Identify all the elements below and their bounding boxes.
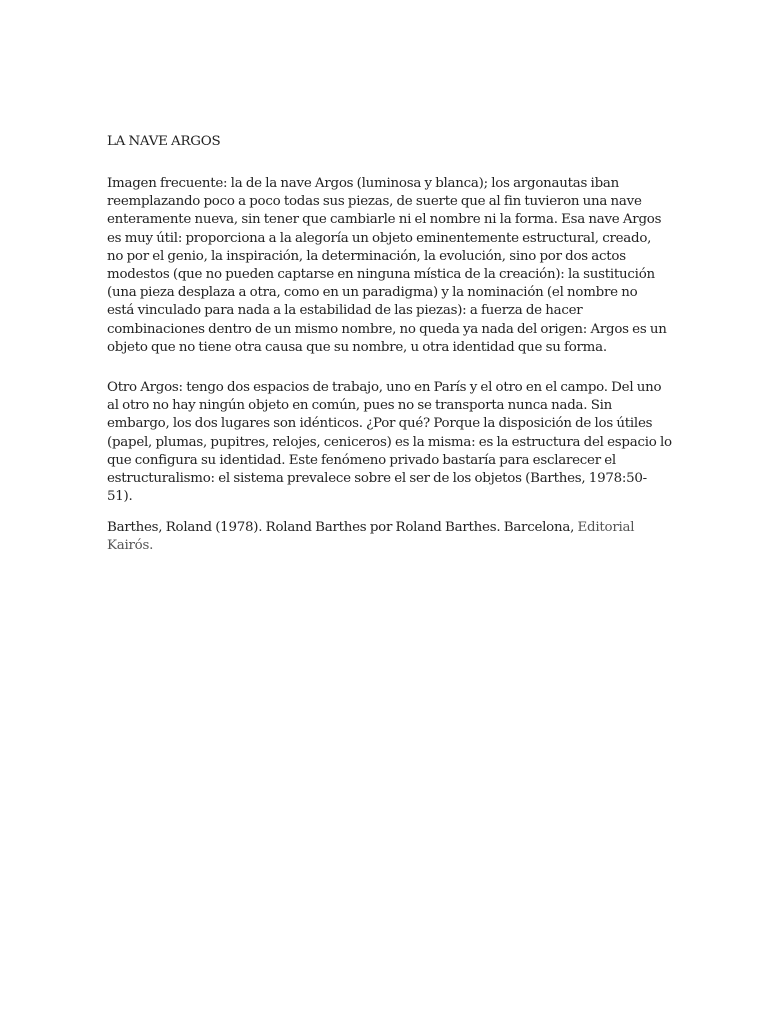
paragraph-line: reemplazando poco a poco todas sus piezas, de suerte que al fin tuvieron una nave	[107, 194, 642, 210]
paragraph-otro-argos	[107, 379, 672, 506]
paragraph-line: Otro Argos: tengo dos espacios de trabajo, uno en París y el otro en el campo. Del uno	[107, 380, 662, 395]
paragraph-line: embargo, los dos lugares son idénticos. ¿Por qué? Porque la disposición de los útiles	[107, 416, 653, 432]
reference-publisher-name: Kairós.	[107, 538, 154, 554]
bibliographic-reference	[107, 519, 667, 555]
paragraph-line: combinaciones dentro de un mismo nombre, no queda ya nada del origen: Argos es un	[107, 321, 667, 337]
paragraph-line: no por el genio, la inspiración, la determinación, la evolución, sino por dos actos	[107, 248, 626, 264]
paragraph-line: (papel, plumas, pupitres, relojes, ceniceros) es la misma: es la estructura del espacio lo	[107, 434, 672, 450]
paragraph-line: que configura su identidad. Este fenómeno privado bastaría para esclarecer el	[107, 452, 616, 468]
paragraph-line: está vinculado para nada a la estabilidad de las piezas): a fuerza de hacer	[107, 303, 583, 319]
paragraph-line: Imagen frecuente: la de la nave Argos (luminosa y blanca); los argonautas iban	[107, 176, 620, 191]
paragraph-line: estructuralismo: el sistema prevalece sobre el ser de los objetos (Barthes, 1978:50-	[107, 471, 647, 487]
paragraph-line: es muy útil: proporciona a la alegoría un objeto eminentemente estructural, creado,	[107, 230, 652, 246]
reference-publisher-text: Editorial	[577, 520, 635, 535]
paragraph-line: objeto que no tiene otra causa que su nombre, u otra identidad que su forma.	[107, 339, 607, 355]
paragraph-line: enteramente nueva, sin tener que cambiarle ni el nombre ni la forma. Esa nave Argos	[107, 212, 662, 228]
paragraph-line: al otro no hay ningún objeto en común, pues no se transporta nunca nada. Sin	[107, 398, 613, 414]
reference-main-text: Barthes, Roland (1978). Roland Barthes por Roland Barthes. Barcelona,	[107, 520, 578, 535]
paragraph-line: 51).	[107, 489, 133, 505]
document-title	[107, 133, 667, 151]
paragraph-nave-argos	[107, 175, 667, 357]
paragraph-line: modestos (que no pueden captarse en ninguna mística de la creación): la sustitución	[107, 267, 655, 283]
paragraph-line: (una pieza desplaza a otra, como en un paradigma) y la nominación (el nombre no	[107, 285, 638, 301]
title-text: LA NAVE ARGOS	[107, 134, 221, 149]
reference-line	[107, 519, 667, 537]
